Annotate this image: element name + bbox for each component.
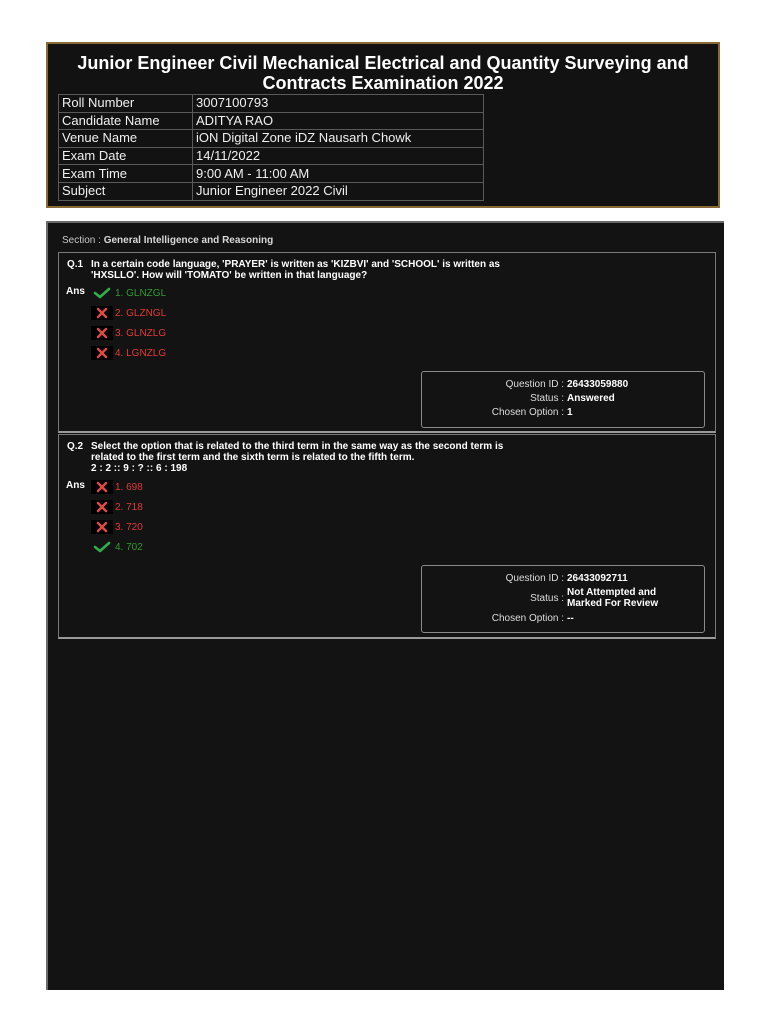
question-line: 'HXSLLO'. How will 'TOMATO' be written in that language? [91,270,368,281]
question-card [58,434,716,639]
info-value: iON Digital Zone iDZ Nausarh Chowk [193,130,484,148]
question-line: In a certain code language, 'PRAYER' is written as 'KIZBVI' and 'SCHOOL' is written as [91,259,500,270]
info-row [59,165,484,183]
info-label: Roll Number [59,95,193,113]
cross-icon [91,520,113,534]
check-icon [91,286,113,300]
info-value: 9:00 AM - 11:00 AM [193,165,484,183]
info-label: Subject [59,182,193,200]
question-line: 2 : 2 :: 9 : ? :: 6 : 198 [91,463,188,474]
option-label: 1. GLNZGL [115,287,167,299]
info-value: 14/11/2022 [193,147,484,165]
status-line: Not Attempted and [567,587,657,598]
status-line: Marked For Review [567,598,659,609]
meta-label: Question ID : [505,379,564,390]
info-value: ADITYA RAO [193,112,484,130]
info-label: Exam Date [59,147,193,165]
option-item [91,285,166,301]
question-meta-box [421,371,705,428]
ans-label: Ans [66,286,85,297]
candidate-info-table [58,94,484,201]
question-number: Q.2 [67,441,84,452]
info-label: Venue Name [59,130,193,148]
meta-value: 1 [567,407,573,418]
meta-question-id [422,573,704,584]
section-prefix: Section : [62,235,101,246]
meta-value [564,587,658,609]
question-line: related to the first term and the sixth term is related to the fifth term. [91,452,415,463]
meta-label: Chosen Option : [491,613,564,624]
info-row [59,147,484,165]
option-item [91,345,166,361]
cross-icon [91,500,113,514]
meta-status [422,393,704,404]
meta-value: Answered [567,393,615,404]
meta-value: -- [567,613,574,624]
info-label: Exam Time [59,165,193,183]
info-value: 3007100793 [193,95,484,113]
question-number: Q.1 [67,259,84,270]
meta-value: 26433059880 [567,379,629,390]
section-heading [62,235,273,246]
info-row [59,182,484,200]
meta-status [422,587,704,609]
option-label: 3. 720 [115,521,143,533]
info-row [59,112,484,130]
option-label: 4. LGNZLG [115,347,167,359]
info-value: Junior Engineer 2022 Civil [193,182,484,200]
meta-label: Chosen Option : [491,407,564,418]
exam-header [46,42,720,208]
meta-chosen-option [422,407,704,418]
cross-icon [91,480,113,494]
meta-label: Question ID : [505,573,564,584]
cross-icon [91,306,113,320]
info-row [59,95,484,113]
meta-label: Status : [530,592,564,604]
option-label: 4. 702 [115,541,143,553]
option-label: 2. 718 [115,501,143,513]
meta-question-id [422,379,704,390]
info-label: Candidate Name [59,112,193,130]
cross-icon [91,326,113,340]
meta-value: 26433092711 [567,573,628,584]
option-item [91,539,143,555]
check-icon [91,540,113,554]
cross-icon [91,346,113,360]
exam-title: Junior Engineer Civil Mechanical Electrical and Quantity Surveying and Contracts Examination 2022 [77,53,689,93]
option-item [91,479,143,495]
meta-label: Status : [530,393,564,404]
meta-chosen-option [422,613,704,624]
section-name: General Intelligence and Reasoning [103,235,274,246]
option-label: 2. GLZNGL [115,307,167,319]
option-item [91,519,143,535]
question-text [91,259,501,281]
ans-label: Ans [66,480,85,491]
option-item [91,325,166,341]
question-line: Select the option that is related to the third term in the same way as the second term is [91,441,504,452]
question-text [91,441,504,474]
info-row [59,130,484,148]
question-meta-box [421,565,705,633]
option-label: 3. GLNZLG [115,327,167,339]
option-item [91,305,166,321]
option-label: 1. 698 [115,481,143,493]
question-card [58,252,716,433]
option-item [91,499,143,515]
response-sheet [46,221,724,990]
